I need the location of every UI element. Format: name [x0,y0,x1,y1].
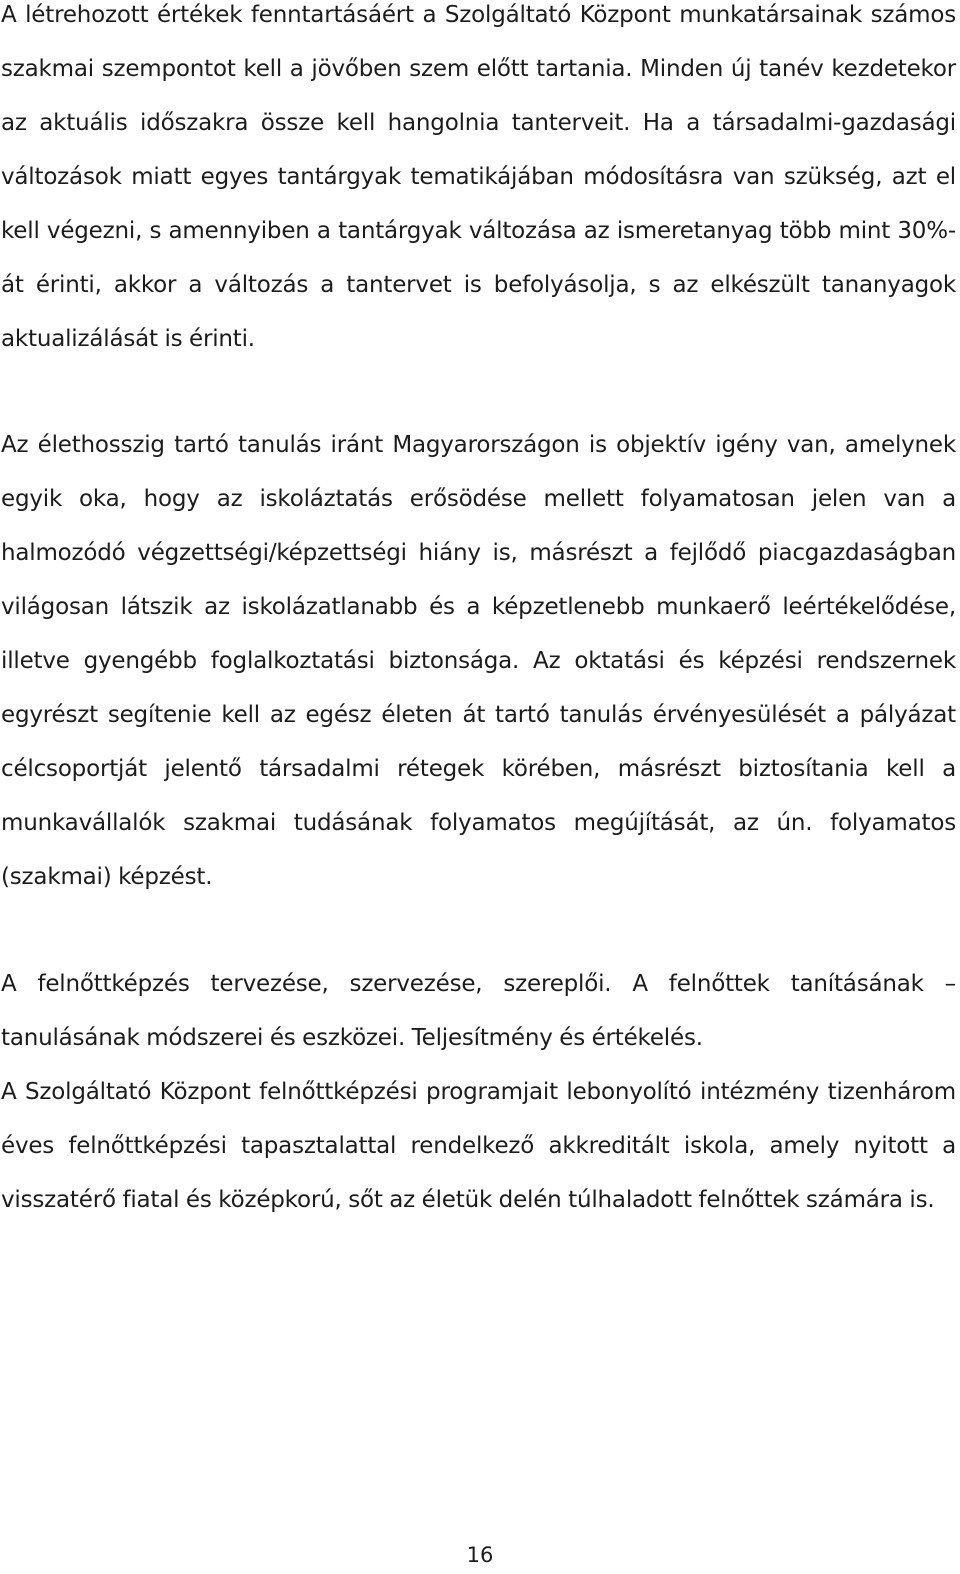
paragraph-service-center: A létrehozott értékek fenntartásáért a Szolgáltató Központ munkatársainak számos szakmai szempontot kell a jövőben szem előtt tartania. Minden új tanév kezdetekor az aktuális időszakra össze kell hangolnia tanterveit. Ha a társadalmi-gazdasági változások miatt egyes tantárgyak tematikájában módosításra van szükség, azt el kell végezni, s amennyiben a tantárgyak változása az ismeretanyag több mint 30%-át érinti, akkor a változás a tantervet is befolyásolja, s az elkészült tananyagok aktualizálását is érinti. [1,2,956,352]
page-number: 16 [466,1543,494,1567]
paragraph-institution: A Szolgáltató Központ felnőttképzési programjait lebonyolító intézmény tizenhárom éves felnőttképzési tapasztalattal rendelkező akkreditált iskola, amely nyitott a visszatérő fiatal és középkorú, sőt az életük delén túlhaladott felnőttek számára is. [1,1079,956,1213]
paragraph-topic-heading: A felnőttképzés tervezése, szervezése, szereplői. A felnőttek tanításának – tanulásának módszerei és eszközei. Teljesítmény és értékelés. [1,971,956,1051]
paragraph-lifelong-learning: Az élethosszig tartó tanulás iránt Magyarországon is objektív igény van, amelynek egyik oka, hogy az iskoláztatás erősödése mellett folyamatosan jelen van a halmozódó végzettségi/képzettségi hiány is, másrészt a fejlődő piacgazdaságban világosan látszik az iskolázatlanabb és a képzetlenebb munkaerő leértékelődése, illetve gyengébb foglalkoztatási biztonsága. Az oktatási és képzési rendszernek egyrészt segítenie kell az egész életen át tartó tanulás érvényesülését a pályázat célcsoportját jelentő társadalmi rétegek körében, másrészt biztosítania kell a munkavállalók szakmai tudásának folyamatos megújítását, az ún. folyamatos (szakmai) képzést. [1,432,956,890]
